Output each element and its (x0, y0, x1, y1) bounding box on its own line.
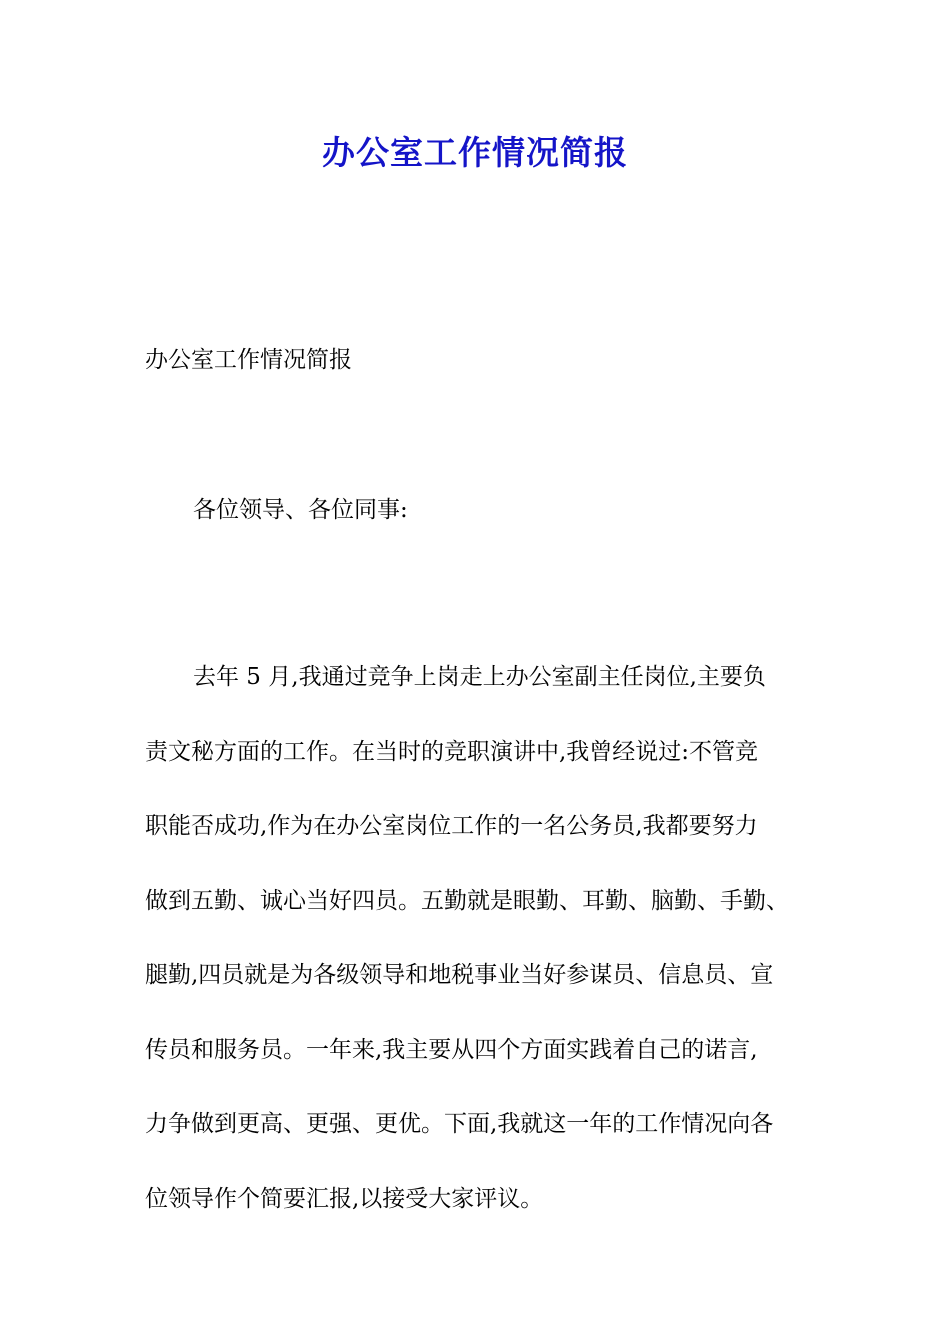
salutation: 各位领导、各位同事: (193, 497, 408, 523)
body-line: 力争做到更高、更强、更优。下面,我就这一年的工作情况向各 (145, 1111, 774, 1137)
body-paragraph (145, 640, 835, 1236)
body-line: 传员和服务员。一年来,我主要从四个方面实践着自己的诺言, (145, 1036, 758, 1063)
body-line: 做到五勤、诚心当好四员。五勤就是眼勤、耳勤、脑勤、手勤、 (145, 887, 789, 914)
body-line: 腿勤,四员就是为各级领导和地税事业当好参谋员、信息员、宣 (145, 962, 774, 988)
body-line: 位领导作个简要汇报,以接受大家评议。 (145, 1185, 544, 1212)
document-subheading: 办公室工作情况简报 (145, 347, 352, 373)
body-line: 职能否成功,作为在办公室岗位工作的一名公务员,我都要努力 (145, 813, 758, 839)
body-line: 责文秘方面的工作。在当时的竞职演讲中,我曾经说过:不管竞 (145, 738, 759, 765)
document-title: 办公室工作情况简报 (322, 133, 628, 172)
body-line: 去年 5 月,我通过竞争上岗走上办公室副主任岗位,主要负 (193, 664, 766, 690)
